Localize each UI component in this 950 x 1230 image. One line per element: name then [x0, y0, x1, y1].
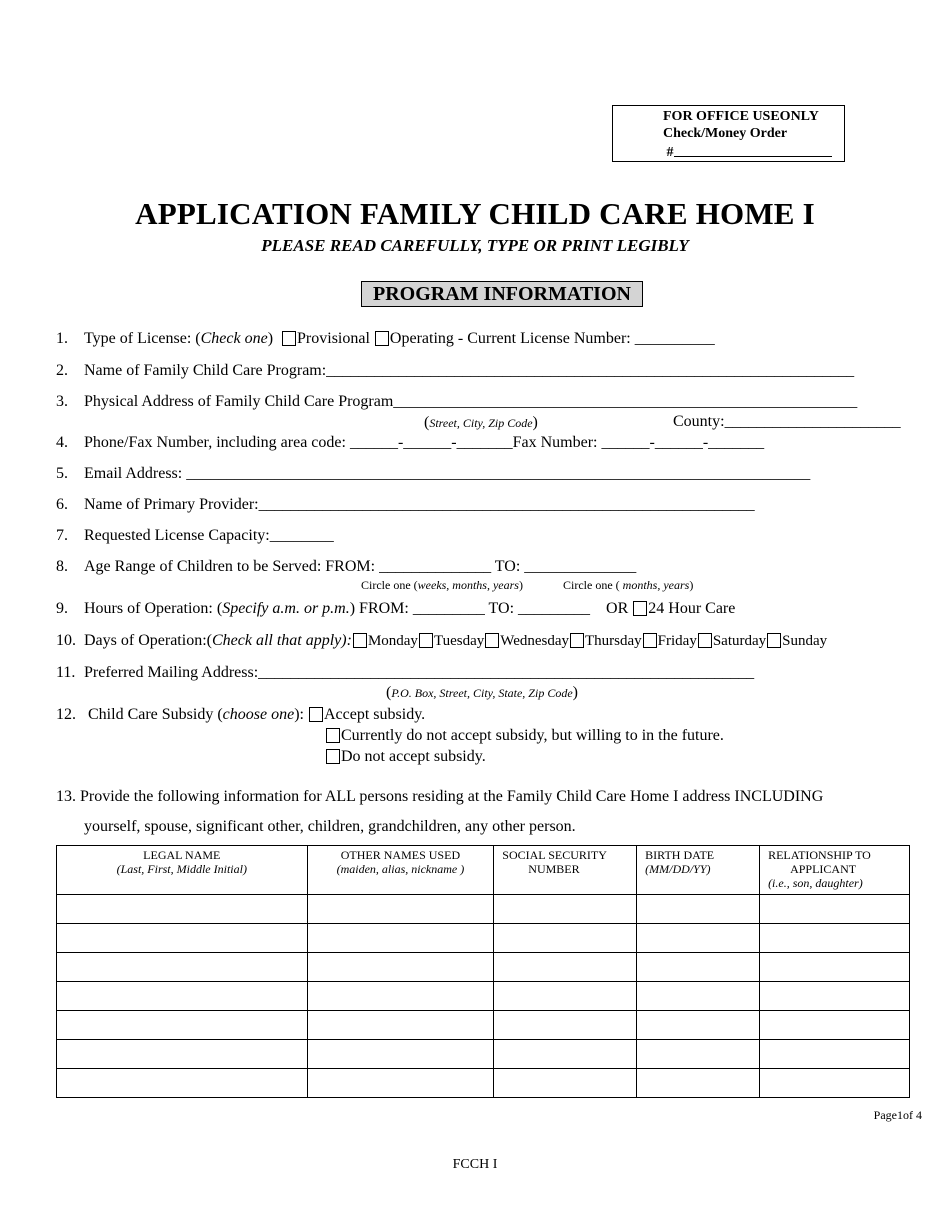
county-field[interactable]: County:______________________ — [673, 413, 901, 430]
sunday-checkbox[interactable] — [767, 633, 781, 648]
tuesday-label: Tuesday — [433, 633, 485, 649]
ssn-cell[interactable] — [494, 924, 637, 953]
office-use-label: FOR OFFICE USEONLY — [663, 109, 819, 124]
relationship-cell[interactable] — [760, 1040, 910, 1069]
page-subtitle: PLEASE READ CAREFULLY, TYPE OR PRINT LEGIBLY — [261, 236, 689, 255]
subsidy-option-future — [325, 726, 724, 746]
other-names-cell[interactable] — [307, 924, 494, 953]
provisional-label: Provisional — [297, 330, 370, 347]
relationship-cell[interactable] — [760, 953, 910, 982]
thursday-label: Thursday — [585, 633, 642, 649]
page-number: Page1of 4 — [873, 1108, 922, 1122]
ssn-cell[interactable] — [494, 982, 637, 1011]
page-title: APPLICATION FAMILY CHILD CARE HOME I — [135, 196, 815, 231]
legal-name-cell[interactable] — [57, 1069, 308, 1098]
age-range-field[interactable]: Age Range of Children to be Served: FROM: ______________ TO: ______________ — [84, 558, 637, 575]
age-to-hint: Circle one ( months, years) — [563, 578, 694, 592]
operating-label[interactable]: Operating - Current License Number: __________ — [389, 330, 715, 347]
birth-date-cell[interactable] — [637, 1069, 760, 1098]
birth-date-cell[interactable] — [637, 895, 760, 924]
other-names-cell[interactable] — [307, 1011, 494, 1040]
birth-date-cell[interactable] — [637, 982, 760, 1011]
friday-checkbox[interactable] — [643, 633, 657, 648]
office-use-box — [612, 105, 845, 162]
form-code: FCCH I — [452, 1157, 498, 1172]
program-name-field[interactable]: Name of Family Child Care Program:__________________________________________________________________ — [84, 362, 855, 379]
header-birth-date: BIRTH DATE (MM/DD/YY) — [637, 846, 760, 895]
accept-subsidy-label: Accept subsidy. — [323, 706, 426, 723]
24-hour-checkbox[interactable] — [633, 601, 647, 616]
other-names-cell[interactable] — [307, 1069, 494, 1098]
check-money-order-label: Check/Money Order — [663, 126, 788, 141]
sunday-label: Sunday — [782, 633, 828, 649]
section-heading: PROGRAM INFORMATION — [361, 281, 643, 307]
question-household-intro-2: yourself, spouse, significant other, children, grandchildren, any other person. — [84, 818, 576, 835]
header-ssn: SOCIAL SECURITY NUMBER — [494, 846, 637, 895]
tuesday-checkbox[interactable] — [419, 633, 433, 648]
thursday-checkbox[interactable] — [570, 633, 584, 648]
birth-date-cell[interactable] — [637, 1011, 760, 1040]
birth-date-cell[interactable] — [637, 1040, 760, 1069]
future-subsidy-checkbox[interactable] — [326, 728, 340, 743]
table-row — [57, 1069, 910, 1098]
relationship-cell[interactable] — [760, 1069, 910, 1098]
header-relationship: RELATIONSHIP TO APPLICANT (i.e., son, daughter) — [760, 846, 910, 895]
friday-label: Friday — [657, 633, 697, 649]
license-capacity-field[interactable]: Requested License Capacity:________ — [84, 527, 334, 544]
monday-label: Monday — [367, 633, 418, 649]
no-subsidy-label: Do not accept subsidy. — [341, 748, 486, 765]
wednesday-checkbox[interactable] — [485, 633, 499, 648]
ssn-cell[interactable] — [494, 895, 637, 924]
provisional-checkbox[interactable] — [282, 331, 296, 346]
subsidy-option-no — [325, 747, 486, 767]
table-header-row — [57, 846, 910, 895]
relationship-cell[interactable] — [760, 895, 910, 924]
hours-field[interactable]: ) FROM: _________ TO: _________ OR — [349, 600, 633, 617]
relationship-cell[interactable] — [760, 1011, 910, 1040]
monday-checkbox[interactable] — [353, 633, 367, 648]
accept-subsidy-checkbox[interactable] — [309, 707, 323, 722]
primary-provider-field[interactable]: Name of Primary Provider:______________________________________________________________ — [84, 496, 755, 513]
table-row — [57, 982, 910, 1011]
table-row — [57, 1011, 910, 1040]
birth-date-cell[interactable] — [637, 924, 760, 953]
legal-name-cell[interactable] — [57, 982, 308, 1011]
legal-name-cell[interactable] — [57, 953, 308, 982]
legal-name-cell[interactable] — [57, 924, 308, 953]
ssn-cell[interactable] — [494, 1011, 637, 1040]
legal-name-cell[interactable] — [57, 1011, 308, 1040]
future-subsidy-label: Currently do not accept subsidy, but willing to in the future. — [341, 727, 724, 744]
header-other-names: OTHER NAMES USED (maiden, alias, nickname ) — [307, 846, 494, 895]
other-names-cell[interactable] — [307, 895, 494, 924]
table-row — [57, 895, 910, 924]
question-household-intro: 13. Provide the following information for ALL persons residing at the Family Child Care Home I address INCLUDING — [56, 788, 824, 805]
table-row — [57, 1040, 910, 1069]
wednesday-label: Wednesday — [500, 633, 570, 649]
header-legal-name: LEGAL NAME (Last, First, Middle Initial) — [57, 846, 308, 895]
ssn-cell[interactable] — [494, 1069, 637, 1098]
other-names-cell[interactable] — [307, 1040, 494, 1069]
24-hour-label: 24 Hour Care — [648, 600, 736, 617]
operating-checkbox[interactable] — [375, 331, 389, 346]
relationship-cell[interactable] — [760, 924, 910, 953]
saturday-label: Saturday — [712, 633, 767, 649]
mailing-address-hint: (P.O. Box, Street, City, State, Zip Code) — [386, 684, 578, 701]
address-hint: (Street, City, Zip Code) — [424, 414, 538, 431]
table-row — [57, 924, 910, 953]
legal-name-cell[interactable] — [57, 1040, 308, 1069]
other-names-cell[interactable] — [307, 953, 494, 982]
table-row — [57, 953, 910, 982]
other-names-cell[interactable] — [307, 982, 494, 1011]
physical-address-field[interactable]: Physical Address of Family Child Care Program__________________________________________________________ — [84, 393, 858, 410]
birth-date-cell[interactable] — [637, 953, 760, 982]
phone-fax-field[interactable]: Phone/Fax Number, including area code: ______-______-_______Fax Number: ______-______-_______ — [84, 434, 765, 451]
ssn-cell[interactable] — [494, 953, 637, 982]
relationship-cell[interactable] — [760, 982, 910, 1011]
household-table — [56, 845, 910, 1098]
age-from-hint: Circle one (weeks, months, years) — [361, 578, 523, 592]
no-subsidy-checkbox[interactable] — [326, 749, 340, 764]
ssn-cell[interactable] — [494, 1040, 637, 1069]
mailing-address-field[interactable]: Preferred Mailing Address:______________________________________________________________ — [84, 664, 755, 681]
check-number-field[interactable]: # — [663, 142, 844, 161]
saturday-checkbox[interactable] — [698, 633, 712, 648]
email-field[interactable]: Email Address: ______________________________________________________________________________ — [84, 465, 811, 482]
legal-name-cell[interactable] — [57, 895, 308, 924]
